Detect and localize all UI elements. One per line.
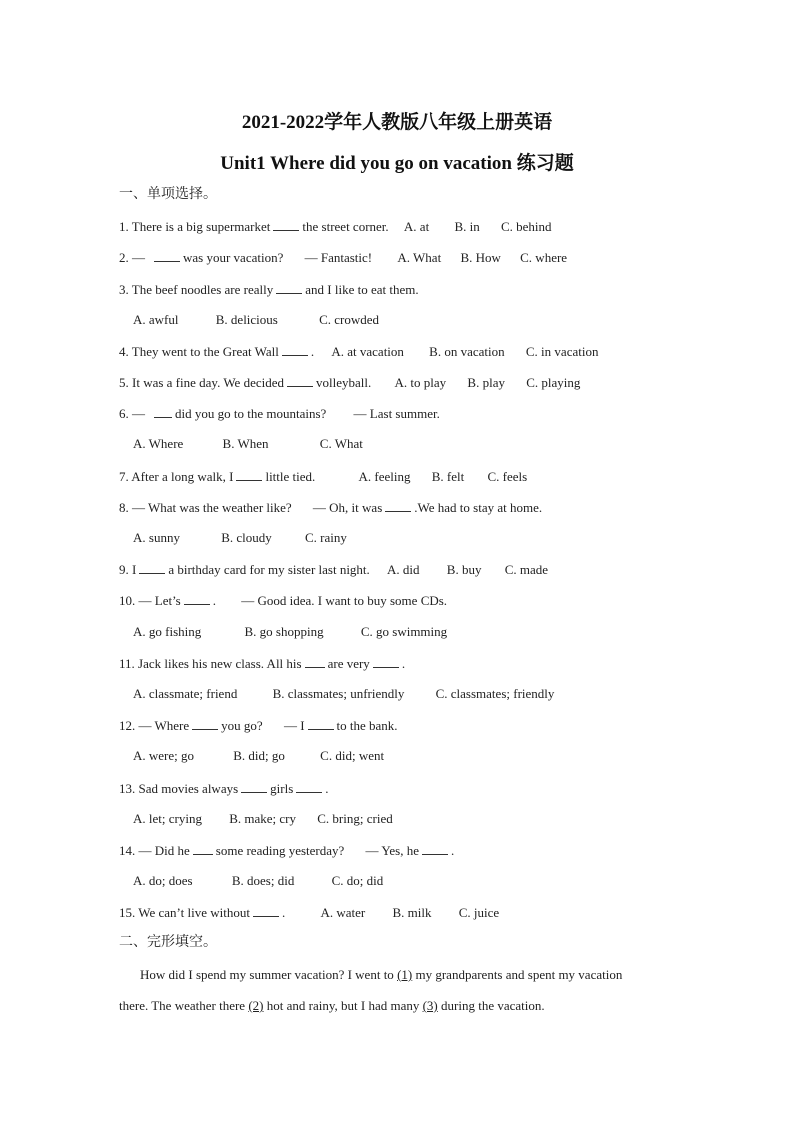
option-a: A. classmate; friend bbox=[133, 686, 238, 701]
question-stem-tail: volleyball. bbox=[316, 375, 372, 390]
passage-text: hot and rainy, but I had many bbox=[266, 998, 420, 1013]
dialogue-reply: — Yes, he bbox=[365, 843, 420, 858]
answer-blank bbox=[296, 780, 322, 793]
option-a: A. let; crying bbox=[133, 811, 202, 826]
option-a: A. go fishing bbox=[133, 624, 202, 639]
question-stem-tail: a birthday card for my sister last night. bbox=[168, 562, 370, 577]
option-b: B. on vacation bbox=[429, 344, 505, 359]
option-c: C. in vacation bbox=[525, 344, 599, 359]
question-stem: 3. The beef noodles are really bbox=[119, 282, 274, 297]
answer-blank bbox=[305, 655, 325, 668]
answer-blank bbox=[273, 218, 299, 231]
answer-blank bbox=[139, 561, 165, 574]
question-stem-middle: are very bbox=[327, 656, 370, 671]
passage-text: How did I spend my summer vacation? I went to bbox=[140, 967, 394, 982]
question-stem: 8. — What was the weather like? bbox=[119, 500, 292, 515]
question-stem: 11. Jack likes his new class. All his bbox=[119, 656, 302, 671]
question-3 bbox=[119, 281, 419, 298]
question-14 bbox=[119, 842, 454, 859]
option-b: B. go shopping bbox=[244, 624, 324, 639]
answer-blank bbox=[193, 842, 213, 855]
dialogue-reply: — I bbox=[283, 718, 305, 733]
answer-blank bbox=[385, 499, 411, 512]
question-12 bbox=[119, 717, 398, 734]
question-stem: 9. I bbox=[119, 562, 137, 577]
option-b: B. When bbox=[222, 436, 269, 451]
question-stem-tail: . bbox=[310, 344, 315, 359]
answer-blank bbox=[308, 717, 334, 730]
dialogue-reply: — Oh, it was bbox=[312, 500, 383, 515]
passage-text: there. The weather there bbox=[119, 998, 246, 1013]
option-b: B. felt bbox=[431, 469, 465, 484]
option-a: A. feeling bbox=[358, 469, 411, 484]
question-stem-tail: . bbox=[401, 656, 406, 671]
question-stem: 10. — Let’s bbox=[119, 593, 181, 608]
question-stem: 15. We can’t live without bbox=[119, 905, 250, 920]
question-stem-tail: . bbox=[281, 905, 286, 920]
option-c: C. where bbox=[520, 250, 568, 265]
answer-blank bbox=[276, 281, 302, 294]
question-stem: 2. — bbox=[119, 250, 145, 265]
option-c: C. playing bbox=[526, 375, 581, 390]
option-a: A. do; does bbox=[133, 873, 193, 888]
question-stem-tail: to the bank. bbox=[336, 718, 398, 733]
question-4 bbox=[119, 343, 598, 360]
answer-blank bbox=[282, 343, 308, 356]
question-8 bbox=[119, 499, 542, 516]
option-b: B. does; did bbox=[231, 873, 295, 888]
question-stem: 1. There is a big supermarket bbox=[119, 219, 271, 234]
cloze-blank-3: (3) bbox=[422, 998, 438, 1013]
section-heading-multiple-choice: 一、单项选择。 bbox=[119, 187, 217, 202]
page-title: 2021-2022学年人教版八年级上册英语 bbox=[241, 112, 553, 133]
answer-blank bbox=[287, 374, 313, 387]
passage-text: during the vacation. bbox=[441, 998, 545, 1013]
option-c: C. bring; cried bbox=[317, 811, 393, 826]
option-c: C. juice bbox=[458, 905, 500, 920]
question-8-options bbox=[133, 530, 347, 546]
option-a: A. did bbox=[387, 562, 420, 577]
question-10 bbox=[119, 592, 447, 609]
passage-line-1 bbox=[140, 967, 622, 983]
option-b: B. play bbox=[467, 375, 505, 390]
answer-blank bbox=[422, 842, 448, 855]
option-b: B. make; cry bbox=[229, 811, 297, 826]
section-heading-cloze: 二、完形填空。 bbox=[119, 935, 217, 950]
question-14-options bbox=[133, 873, 383, 889]
question-stem: 4. They went to the Great Wall bbox=[119, 344, 279, 359]
option-b: B. How bbox=[460, 250, 501, 265]
page-subtitle: Unit1 Where did you go on vacation 练习题 bbox=[220, 153, 574, 174]
option-a: A. at vacation bbox=[331, 344, 404, 359]
question-1 bbox=[119, 218, 552, 235]
dialogue-reply: — Good idea. I want to buy some CDs. bbox=[241, 593, 448, 608]
option-b: B. milk bbox=[392, 905, 432, 920]
option-c: C. rainy bbox=[305, 530, 347, 545]
question-13 bbox=[119, 780, 329, 797]
option-a: A. at bbox=[403, 219, 430, 234]
option-a: A. What bbox=[397, 250, 442, 265]
question-stem-tail: was your vacation? bbox=[183, 250, 284, 265]
question-stem-tail: . bbox=[325, 781, 329, 796]
option-c: C. did; went bbox=[320, 748, 385, 763]
question-stem: 12. — Where bbox=[119, 718, 190, 733]
cloze-blank-1: (1) bbox=[397, 967, 413, 982]
question-stem-tail: .We had to stay at home. bbox=[414, 500, 543, 515]
question-13-options bbox=[133, 811, 393, 827]
question-3-options bbox=[133, 312, 379, 328]
passage-line-2 bbox=[119, 998, 545, 1014]
option-c: C. crowded bbox=[319, 312, 380, 327]
option-a: A. sunny bbox=[133, 530, 180, 545]
answer-blank bbox=[154, 405, 172, 418]
question-2 bbox=[119, 249, 567, 266]
dialogue-reply: — Fantastic! bbox=[304, 250, 373, 265]
option-c: C. do; did bbox=[331, 873, 384, 888]
option-a: A. Where bbox=[133, 436, 184, 451]
answer-blank bbox=[236, 468, 262, 481]
question-stem: 13. Sad movies always bbox=[119, 781, 239, 796]
question-stem-middle: some reading yesterday? bbox=[215, 843, 345, 858]
question-stem-middle: girls bbox=[270, 781, 294, 796]
answer-blank bbox=[184, 592, 210, 605]
option-b: B. classmates; unfriendly bbox=[272, 686, 405, 701]
dialogue-reply: — Last summer. bbox=[353, 406, 440, 421]
question-stem-tail: did you go to the mountains? bbox=[175, 406, 327, 421]
option-b: B. did; go bbox=[233, 748, 285, 763]
option-b: B. cloudy bbox=[221, 530, 272, 545]
question-10-options bbox=[133, 624, 447, 640]
option-c: C. What bbox=[319, 436, 363, 451]
question-stem-tail: and I like to eat them. bbox=[305, 282, 419, 297]
question-stem: 14. — Did he bbox=[119, 843, 190, 858]
question-stem: 5. It was a fine day. We decided bbox=[119, 375, 285, 390]
option-a: A. awful bbox=[133, 312, 179, 327]
question-stem: 6. — bbox=[119, 406, 145, 421]
option-c: C. made bbox=[504, 562, 549, 577]
answer-blank bbox=[192, 717, 218, 730]
option-b: B. delicious bbox=[215, 312, 278, 327]
question-6-options bbox=[133, 436, 363, 452]
question-15 bbox=[119, 904, 499, 921]
question-stem-tail: . bbox=[212, 593, 216, 608]
answer-blank bbox=[154, 249, 180, 262]
question-9 bbox=[119, 561, 548, 578]
option-c: C. go swimming bbox=[360, 624, 448, 639]
option-c: C. behind bbox=[500, 219, 552, 234]
question-11-options bbox=[133, 686, 554, 702]
option-a: A. were; go bbox=[133, 748, 195, 763]
option-b: B. in bbox=[454, 219, 480, 234]
option-a: A. water bbox=[320, 905, 366, 920]
answer-blank bbox=[253, 904, 279, 917]
answer-blank bbox=[373, 655, 399, 668]
question-stem-middle: you go? bbox=[221, 718, 263, 733]
question-stem-tail: the street corner. bbox=[302, 219, 389, 234]
passage-text: my grandparents and spent my vacation bbox=[415, 967, 623, 982]
option-a: A. to play bbox=[394, 375, 447, 390]
question-6 bbox=[119, 405, 440, 422]
option-c: C. classmates; friendly bbox=[435, 686, 555, 701]
question-12-options bbox=[133, 748, 384, 764]
question-5 bbox=[119, 374, 580, 391]
option-c: C. feels bbox=[487, 469, 528, 484]
option-b: B. buy bbox=[446, 562, 482, 577]
cloze-blank-2: (2) bbox=[248, 998, 264, 1013]
question-stem: 7. After a long walk, I bbox=[119, 469, 234, 484]
question-7 bbox=[119, 468, 527, 485]
question-stem-tail: little tied. bbox=[265, 469, 316, 484]
answer-blank bbox=[241, 780, 267, 793]
question-11 bbox=[119, 655, 405, 672]
question-stem-tail: . bbox=[451, 843, 455, 858]
